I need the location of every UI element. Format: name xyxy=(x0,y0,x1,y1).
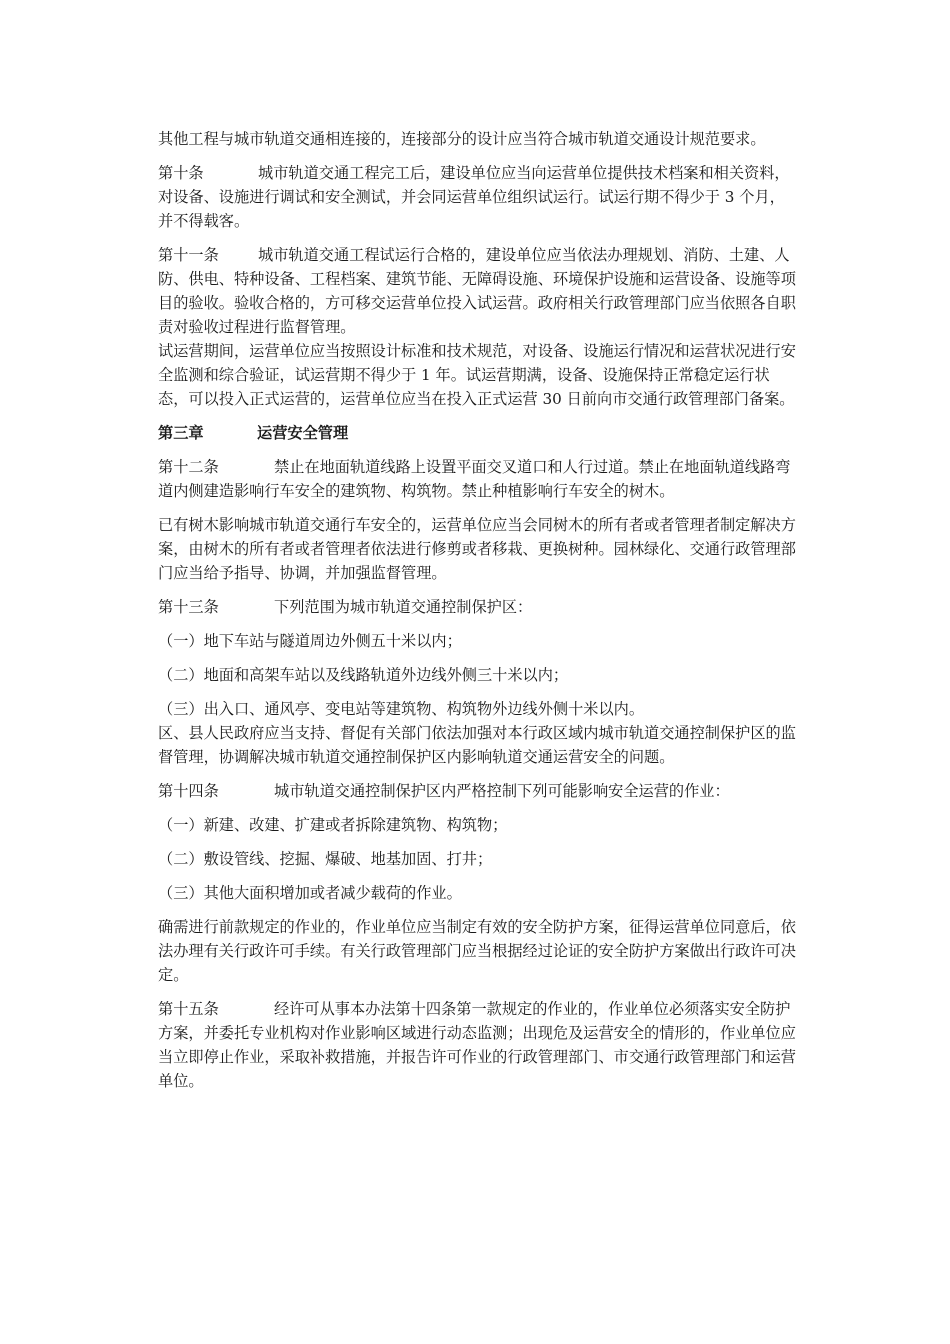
article-14-item: （二）敷设管线、挖掘、爆破、地基加固、打井； xyxy=(158,850,493,868)
article-13-text: 下列范围为城市轨道交通控制保护区： xyxy=(274,598,533,616)
article-12-text: 禁止在地面轨道线路上设置平面交叉道口和人行过道。禁止在地面轨道线路弯道内侧建造影响行车安全的建筑物、构筑物。禁止种植影响行车安全的树木。 xyxy=(158,458,791,500)
article-10-text: 城市轨道交通工程完工后，建设单位应当向运营单位提供技术档案和相关资料，对设备、设施进行调试和安全测试，并会同运营单位组织试运行。试运行期不得少于 3 个月，并不得载客。 xyxy=(158,164,790,230)
article-14-item: （一）新建、改建、扩建或者拆除建筑物、构筑物； xyxy=(158,816,508,834)
article-12 xyxy=(158,455,798,503)
article-14-text: 城市轨道交通控制保护区内严格控制下列可能影响安全运营的作业： xyxy=(274,782,730,800)
article-14-item: （三）其他大面积增加或者减少载荷的作业。 xyxy=(158,884,462,902)
article-11-label: 第十一条 xyxy=(158,246,219,264)
article-14 xyxy=(158,779,798,803)
article-14-label: 第十四条 xyxy=(158,782,219,800)
article-15-label: 第十五条 xyxy=(158,1000,219,1018)
chapter-label: 第三章 xyxy=(158,424,204,442)
article-13-paragraph-2: 区、县人民政府应当支持、督促有关部门依法加强对本行政区域内城市轨道交通控制保护区的监督管理，协调解决城市轨道交通控制保护区内影响轨道交通运营安全的问题。 xyxy=(158,724,796,766)
article-14-paragraph-2: 确需进行前款规定的作业的，作业单位应当制定有效的安全防护方案，征得运营单位同意后，依法办理有关行政许可手续。有关行政管理部门应当根据经过论证的安全防护方案做出行政许可决定。 xyxy=(158,918,796,984)
paragraph-intro: 其他工程与城市轨道交通相连接的，连接部分的设计应当符合城市轨道交通设计规范要求。 xyxy=(158,130,766,148)
article-10-label: 第十条 xyxy=(158,164,204,182)
chapter-title: 运营安全管理 xyxy=(257,424,349,442)
article-12-label: 第十二条 xyxy=(158,458,219,476)
article-12-paragraph-2: 已有树木影响城市轨道交通行车安全的，运营单位应当会同树木的所有者或者管理者制定解决方案，由树木的所有者或者管理者依法进行修剪或者移栽、更换树种。园林绿化、交通行政管理部门应当给予指导、协调，并加强监督管理。 xyxy=(158,516,796,582)
article-15 xyxy=(158,997,798,1093)
article-13-item: （二）地面和高架车站以及线路轨道外边线外侧三十米以内； xyxy=(158,666,569,684)
article-13 xyxy=(158,595,798,619)
article-13-item: （一）地下车站与隧道周边外侧五十米以内； xyxy=(158,632,462,650)
article-13-item: （三）出入口、通风亭、变电站等建筑物、构筑物外边线外侧十米以内。 xyxy=(158,700,644,718)
article-11 xyxy=(158,243,798,339)
article-11-text: 城市轨道交通工程试运行合格的，建设单位应当依法办理规划、消防、土建、人防、供电、特种设备、工程档案、建筑节能、无障碍设施、环境保护设施和运营设备、设施等项目的验收。验收合格的，方可移交运营单位投入试运营。政府相关行政管理部门应当依照各自职责对验收过程进行监督管理。 xyxy=(158,246,796,336)
document-page xyxy=(158,127,798,1093)
article-10 xyxy=(158,161,798,233)
article-11-paragraph-2: 试运营期间，运营单位应当按照设计标准和技术规范，对设备、设施运行情况和运营状况进行安全监测和综合验证，试运营期不得少于 1 年。试运营期满，设备、设施保持正常稳定运行状态，可以投入正式运营的，运营单位应当在投入正式运营 30 日前向市交通行政管理部门备案。 xyxy=(158,342,796,408)
chapter-heading xyxy=(158,421,798,445)
article-15-text: 经许可从事本办法第十四条第一款规定的作业的，作业单位必须落实安全防护方案，并委托专业机构对作业影响区域进行动态监测；出现危及运营安全的情形的，作业单位应当立即停止作业，采取补救措施，并报告许可作业的行政管理部门、市交通行政管理部门和运营单位。 xyxy=(158,1000,796,1090)
article-13-label: 第十三条 xyxy=(158,598,219,616)
